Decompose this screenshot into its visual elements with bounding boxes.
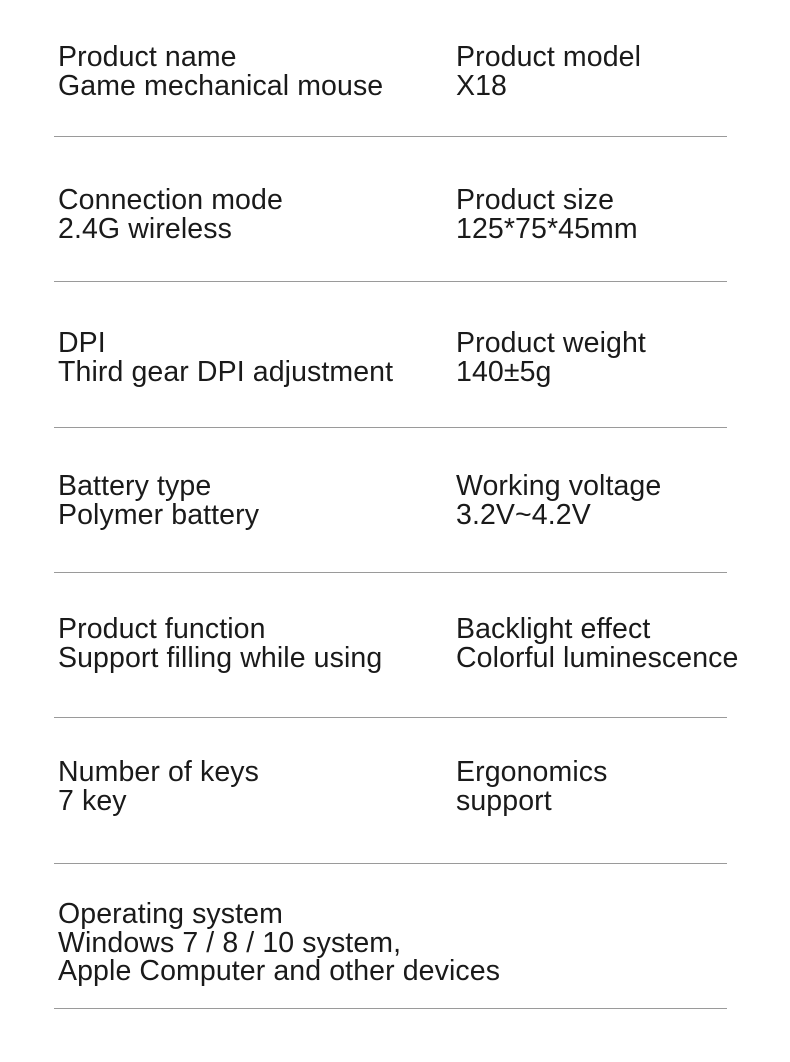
spec-label: Operating system bbox=[58, 898, 283, 930]
spec-operating-system bbox=[58, 900, 500, 986]
spec-product-weight bbox=[456, 329, 646, 386]
row-divider bbox=[54, 717, 727, 718]
spec-value-line-2: Apple Computer and other devices bbox=[58, 955, 501, 987]
spec-label: Connection mode bbox=[58, 184, 283, 216]
row-divider bbox=[54, 281, 727, 282]
spec-label: Number of keys bbox=[58, 756, 259, 788]
spec-battery-type bbox=[58, 472, 259, 529]
row-divider bbox=[54, 572, 727, 573]
spec-number-of-keys bbox=[58, 758, 259, 815]
spec-label: Product name bbox=[58, 41, 237, 73]
spec-label: Battery type bbox=[58, 470, 212, 502]
spec-value: Third gear DPI adjustment bbox=[58, 355, 394, 388]
spec-value: 140±5g bbox=[456, 355, 552, 388]
spec-product-model bbox=[456, 43, 641, 100]
spec-label: Product weight bbox=[456, 327, 646, 359]
spec-label: Product size bbox=[456, 184, 615, 216]
row-divider bbox=[54, 427, 727, 428]
spec-label: Product function bbox=[58, 613, 266, 645]
spec-label: DPI bbox=[58, 327, 106, 359]
spec-label: Product model bbox=[456, 41, 642, 73]
spec-value: Support filling while using bbox=[58, 641, 383, 674]
row-divider bbox=[54, 863, 727, 864]
row-divider bbox=[54, 136, 727, 137]
spec-value: support bbox=[456, 784, 552, 817]
spec-value-line-1: Windows 7 / 8 / 10 system, bbox=[58, 926, 402, 959]
spec-value: 125*75*45mm bbox=[456, 212, 638, 245]
spec-value: Game mechanical mouse bbox=[58, 69, 384, 102]
spec-product-function bbox=[58, 615, 382, 672]
spec-value: X18 bbox=[456, 69, 508, 102]
spec-working-voltage bbox=[456, 472, 661, 529]
spec-label: Ergonomics bbox=[456, 756, 608, 788]
spec-label: Backlight effect bbox=[456, 613, 651, 645]
spec-value: 2.4G wireless bbox=[58, 212, 232, 245]
spec-product-size bbox=[456, 186, 638, 243]
spec-label: Working voltage bbox=[456, 470, 662, 502]
spec-backlight-effect bbox=[456, 615, 738, 672]
spec-value: 7 key bbox=[58, 784, 127, 817]
spec-dpi bbox=[58, 329, 393, 386]
row-divider bbox=[54, 1008, 727, 1009]
spec-value: 3.2V~4.2V bbox=[456, 498, 591, 531]
spec-connection-mode bbox=[58, 186, 283, 243]
spec-ergonomics bbox=[456, 758, 607, 815]
spec-value: Polymer battery bbox=[58, 498, 260, 531]
spec-product-name bbox=[58, 43, 383, 100]
spec-value: Colorful luminescence bbox=[456, 641, 739, 674]
